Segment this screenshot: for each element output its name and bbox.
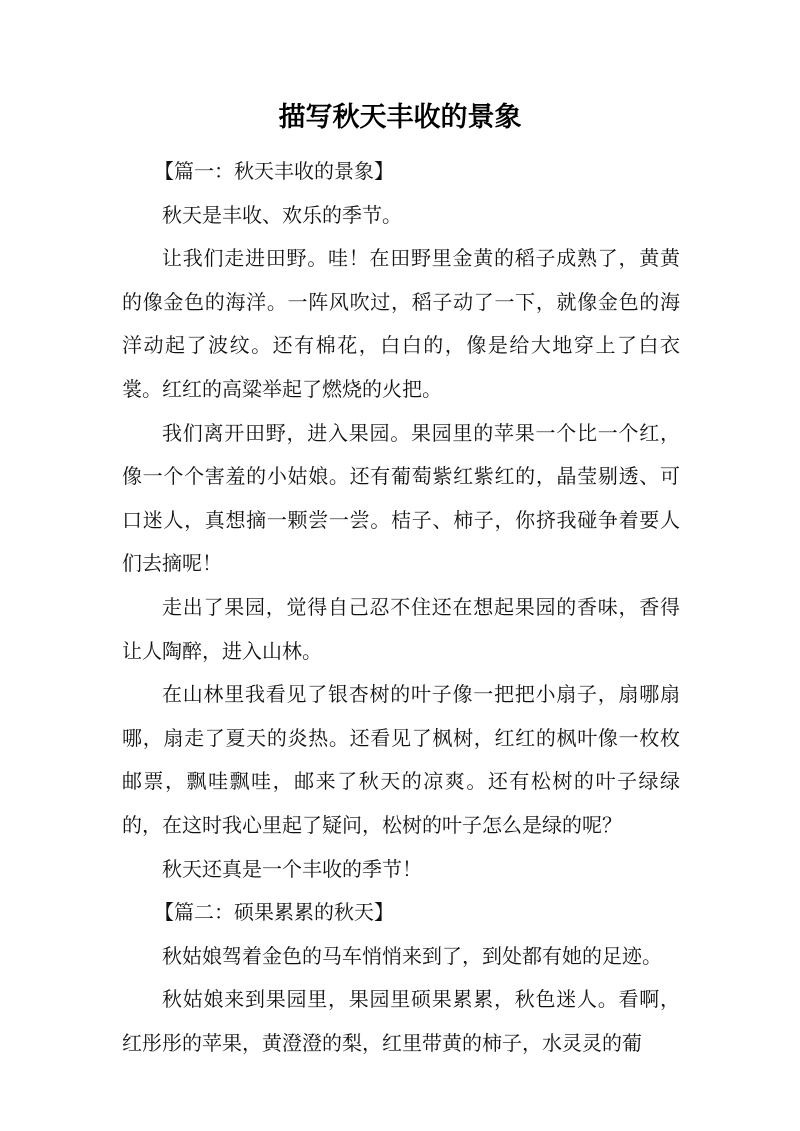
section-heading-1: 【篇一：秋天丰收的景象】 bbox=[154, 159, 394, 183]
paragraph: 秋姑娘驾着金色的马车悄悄来到了，到处都有她的足迹。 bbox=[162, 943, 662, 968]
document-body bbox=[122, 150, 680, 1065]
paragraph: 秋姑娘来到果园里，果园里硕果累累，秋色迷人。看啊，红彤彤的苹果，黄澄澄的梨，红里带黄的柿子，水灵灵的葡 bbox=[122, 987, 680, 1055]
paragraph: 我们离开田野，进入果园。果园里的苹果一个比一个红，像一个个害羞的小姑娘。还有葡萄紫红紫红的，晶莹剔透、可口迷人，真想摘一颗尝一尝。桔子、柿子，你挤我碰争着要人们去摘呢！ bbox=[122, 420, 680, 576]
section-heading-2: 【篇二：硕果累累的秋天】 bbox=[154, 900, 394, 925]
paragraph: 秋天是丰收、欢乐的季节。 bbox=[162, 202, 402, 227]
document-title: 描写秋天丰收的景象 bbox=[278, 102, 522, 133]
paragraph: 让我们走进田野。哇！在田野里金黄的稻子成熟了，黄黄的像金色的海洋。一阵风吹过，稻子动了一下，就像金色的海洋动起了波纹。还有棉花，白白的，像是给大地穿上了白衣裳。红红的高粱举起了燃烧的火把。 bbox=[122, 246, 680, 401]
paragraph: 走出了果园，觉得自己忍不住还在想起果园的香味，香得让人陶醉，进入山林。 bbox=[122, 594, 680, 663]
paragraph: 在山林里我看见了银杏树的叶子像一把把小扇子，扇哪扇哪，扇走了夏天的炎热。还看见了枫树，红红的枫叶像一枚枚邮票，飘哇飘哇，邮来了秋天的凉爽。还有松树的叶子绿绿的，在这时我心里起了疑问，松树的叶子怎么是绿的呢？ bbox=[122, 682, 680, 837]
paragraph: 秋天还真是一个丰收的季节！ bbox=[162, 856, 422, 881]
